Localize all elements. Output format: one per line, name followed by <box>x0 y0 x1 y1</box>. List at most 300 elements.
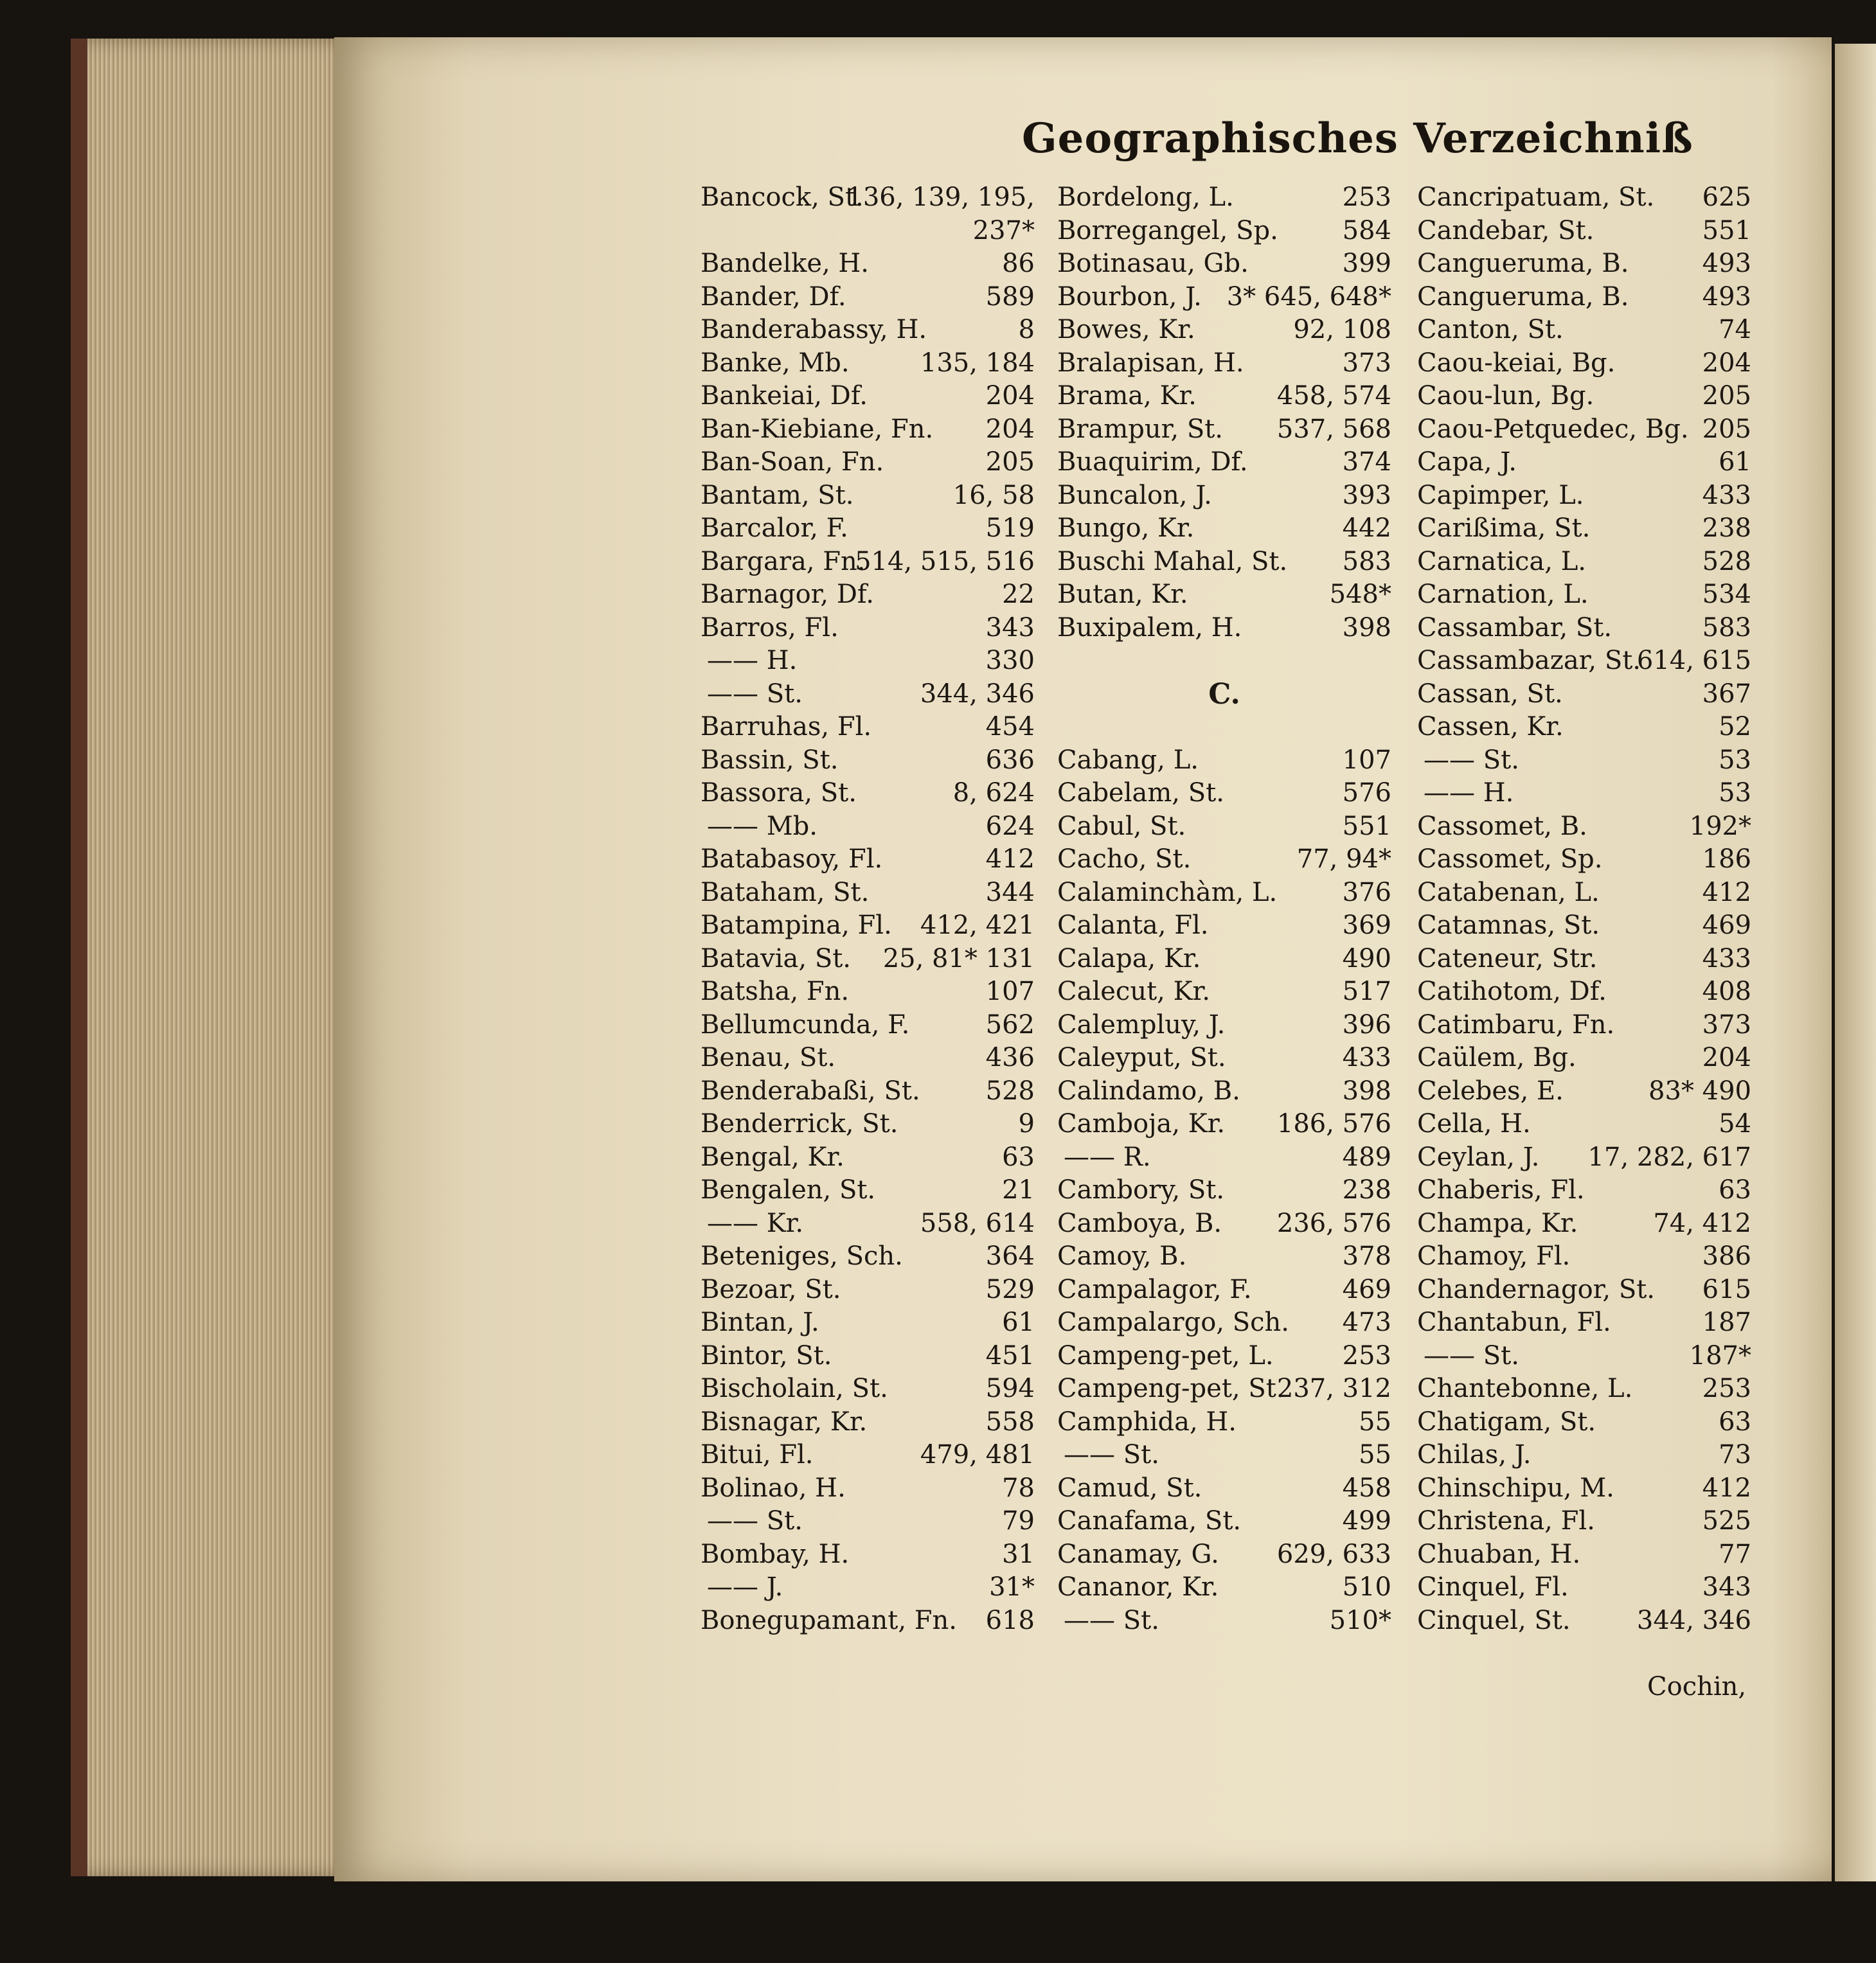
entry-place-name: Caou-lun, Bg. <box>1417 381 1595 411</box>
entry-page-refs: 344, 346 <box>920 679 1035 709</box>
index-entry <box>1417 347 1751 380</box>
entry-place-name: Bassora, St. <box>701 778 857 808</box>
index-entry <box>1417 1274 1751 1307</box>
index-entry <box>1057 413 1391 447</box>
entry-place-name: —— St. <box>1064 1605 1159 1635</box>
index-entry <box>701 1571 1035 1604</box>
entry-place-name: Chuaban, H. <box>1417 1539 1581 1569</box>
entry-place-name: Catimbaru, Fn. <box>1417 1009 1615 1040</box>
catchword: Cochin, <box>1647 1672 1747 1701</box>
index-entry <box>1057 1439 1391 1472</box>
entry-place-name: Buxipalem, H. <box>1057 612 1242 643</box>
index-entry <box>1057 1472 1391 1506</box>
index-entry <box>1057 446 1391 479</box>
entry-place-name: Brama, Kr. <box>1057 381 1197 411</box>
entry-page-refs: 192* <box>1689 811 1751 841</box>
entry-page-refs: 412, 421 <box>920 910 1035 940</box>
entry-place-name: —— St. <box>1424 1340 1519 1371</box>
index-entry <box>1057 1538 1391 1572</box>
index-entry <box>1057 578 1391 612</box>
entry-place-name: Bombay, H. <box>701 1539 850 1569</box>
index-entry <box>1417 943 1751 976</box>
index-entry <box>1417 1340 1751 1373</box>
entry-place-name: Calempluy, J. <box>1057 1009 1226 1040</box>
entry-page-refs: 238 <box>1342 1175 1391 1205</box>
entry-place-name: Chatigam, St. <box>1417 1407 1596 1437</box>
index-entry <box>701 1505 1035 1538</box>
index-entry <box>701 1306 1035 1340</box>
index-column-3 <box>1417 181 1751 1637</box>
index-entry <box>1057 744 1391 777</box>
index-entry <box>701 777 1035 810</box>
entry-place-name: Camoy, B. <box>1057 1241 1187 1271</box>
entry-place-name: Camphida, H. <box>1057 1407 1237 1437</box>
entry-place-name: Cancripatuam, St. <box>1417 182 1655 212</box>
index-entry <box>1417 1042 1751 1075</box>
index-column-1 <box>701 181 1035 1637</box>
entry-place-name: —— St. <box>1064 1440 1159 1470</box>
entry-place-name: Chilas, J. <box>1417 1440 1532 1470</box>
entry-page-refs: 344, 346 <box>1636 1605 1751 1635</box>
entry-page-refs: 187 <box>1702 1308 1751 1337</box>
index-entry <box>1417 578 1751 612</box>
entry-page-refs: 412 <box>1702 1473 1751 1503</box>
entry-page-refs: 61 <box>1002 1308 1035 1337</box>
index-entry <box>1057 1141 1391 1175</box>
entry-page-refs: 205 <box>1702 414 1751 444</box>
entry-place-name: Cella, H. <box>1417 1109 1531 1139</box>
entry-page-refs: 330 <box>985 646 1035 675</box>
index-entry <box>1057 975 1391 1009</box>
entry-place-name: —— St. <box>707 679 803 709</box>
entry-page-refs: 253 <box>1342 182 1391 212</box>
entry-place-name: Bitui, Fl. <box>701 1440 814 1470</box>
entry-page-refs: 514, 515, 516 <box>855 546 1035 576</box>
entry-page-refs: 433 <box>1342 1043 1391 1072</box>
entry-page-refs: 458, 574 <box>1276 381 1391 411</box>
index-entry <box>701 1340 1035 1373</box>
entry-page-refs: 136, 139, 195, <box>846 182 1035 212</box>
entry-place-name: Barcalor, F. <box>701 513 848 543</box>
entry-page-refs: 253 <box>1342 1340 1391 1371</box>
entry-place-name: Campeng-pet, St. <box>1057 1374 1285 1403</box>
entry-place-name: Bolinao, H. <box>701 1473 846 1503</box>
entry-place-name: —— Kr. <box>707 1208 804 1238</box>
index-entry <box>701 1174 1035 1207</box>
index-entry <box>1057 1042 1391 1075</box>
entry-place-name: Buschi Mahal, St. <box>1057 546 1288 576</box>
entry-place-name: Cacho, St. <box>1057 844 1192 874</box>
entry-place-name: Canton, St. <box>1417 315 1564 344</box>
index-entry <box>701 1075 1035 1108</box>
entry-page-refs: 454 <box>985 712 1035 742</box>
entry-place-name: Carißima, St. <box>1417 513 1591 543</box>
section-letter-heading: C. <box>1208 677 1240 711</box>
entry-page-refs: 589 <box>985 281 1035 312</box>
entry-place-name: Cangueruma, B. <box>1417 249 1629 278</box>
index-entry <box>1417 876 1751 910</box>
entry-page-refs: 369 <box>1342 910 1391 940</box>
index-entry <box>1057 1009 1391 1042</box>
index-entry <box>1057 777 1391 810</box>
index-entry <box>701 546 1035 579</box>
entry-place-name: Butan, Kr. <box>1057 580 1188 609</box>
entry-page-refs: 253 <box>1702 1374 1751 1403</box>
index-entry <box>701 876 1035 910</box>
entry-place-name: Cabang, L. <box>1057 745 1199 775</box>
entry-page-refs: 624 <box>985 811 1035 841</box>
index-entry <box>701 1439 1035 1472</box>
index-entry <box>1057 247 1391 281</box>
entry-page-refs: 398 <box>1342 1076 1391 1106</box>
entry-place-name: Capa, J. <box>1417 447 1517 477</box>
index-entry <box>701 512 1035 546</box>
entry-place-name: Chandernagor, St. <box>1417 1274 1656 1304</box>
index-entry <box>701 744 1035 777</box>
entry-place-name: Chaberis, Fl. <box>1417 1175 1585 1205</box>
entry-page-refs: 73 <box>1719 1440 1751 1470</box>
entry-place-name: Barros, Fl. <box>701 612 839 643</box>
entry-page-refs: 548* <box>1329 580 1391 609</box>
entry-page-refs: 594 <box>985 1374 1035 1403</box>
entry-place-name: Caou-Petquedec, Bg. <box>1417 414 1689 444</box>
entry-page-refs: 479, 481 <box>920 1440 1035 1470</box>
entry-place-name: —— R. <box>1064 1142 1151 1172</box>
entry-place-name: Cinquel, St. <box>1417 1605 1571 1635</box>
index-entry <box>1417 810 1751 844</box>
index-entry <box>701 1108 1035 1141</box>
entry-page-refs: 562 <box>985 1009 1035 1040</box>
index-entry <box>1057 512 1391 546</box>
index-entry <box>1417 1075 1751 1108</box>
index-entry <box>1417 479 1751 513</box>
entry-page-refs: 490 <box>1342 943 1391 973</box>
entry-place-name: Catabenan, L. <box>1417 877 1600 907</box>
entry-place-name: Bralapisan, H. <box>1057 348 1244 378</box>
entry-page-refs: 77, 94* <box>1296 844 1391 874</box>
index-entry <box>701 578 1035 612</box>
entry-page-refs: 525 <box>1702 1506 1751 1536</box>
entry-page-refs: 54 <box>1719 1109 1751 1139</box>
entry-place-name: Ban-Soan, Fn. <box>701 447 884 477</box>
entry-place-name: Batampina, Fl. <box>701 910 892 940</box>
entry-place-name: Chamoy, Fl. <box>1417 1241 1571 1271</box>
entry-page-refs: 21 <box>1002 1175 1035 1205</box>
entry-page-refs: 433 <box>1702 943 1751 973</box>
entry-page-refs: 398 <box>1342 612 1391 643</box>
entry-place-name: Banderabassy, H. <box>701 315 927 344</box>
entry-page-refs: 436 <box>985 1043 1035 1072</box>
index-entry <box>701 1240 1035 1274</box>
entry-page-refs: 378 <box>1342 1241 1391 1271</box>
entry-page-refs: 204 <box>1702 348 1751 378</box>
index-entry <box>1057 181 1391 215</box>
entry-page-refs: 63 <box>1719 1175 1751 1205</box>
index-entry <box>1417 1406 1751 1439</box>
index-entry <box>1417 1571 1751 1604</box>
entry-page-refs: 77 <box>1719 1539 1751 1569</box>
entry-place-name: Chantabun, Fl. <box>1417 1308 1611 1337</box>
index-entry <box>1417 546 1751 579</box>
index-entry <box>1417 777 1751 810</box>
entry-page-refs: 55 <box>1359 1440 1391 1470</box>
entry-place-name: Ceylan, J. <box>1417 1142 1540 1172</box>
entry-place-name: Cinquel, Fl. <box>1417 1572 1569 1602</box>
entry-page-refs: 636 <box>985 745 1035 775</box>
entry-place-name: Canafama, St. <box>1057 1506 1242 1536</box>
entry-page-refs: 135, 184 <box>920 348 1035 378</box>
entry-place-name: Bischolain, St. <box>701 1374 888 1403</box>
entry-place-name: Bordelong, L. <box>1057 182 1234 212</box>
entry-page-refs: 618 <box>985 1605 1035 1635</box>
entry-place-name: Bantam, St. <box>701 480 854 510</box>
index-entry <box>701 1406 1035 1439</box>
entry-page-refs: 237, 312 <box>1276 1374 1391 1403</box>
entry-page-refs: 92, 108 <box>1293 315 1391 344</box>
entry-page-refs: 204 <box>985 381 1035 411</box>
entry-place-name: Benau, St. <box>701 1043 836 1072</box>
entry-page-refs: 373 <box>1342 348 1391 378</box>
entry-page-refs: 107 <box>1342 745 1391 775</box>
entry-place-name: Batsha, Fn. <box>701 977 850 1006</box>
index-entry <box>701 678 1035 711</box>
entry-page-refs: 343 <box>985 612 1035 643</box>
entry-place-name: Banke, Mb. <box>701 348 850 378</box>
entry-page-refs: 614, 615 <box>1636 646 1751 675</box>
index-entry <box>1417 512 1751 546</box>
entry-place-name: Camboya, B. <box>1057 1208 1222 1238</box>
index-entry <box>1057 546 1391 579</box>
index-entry <box>1057 943 1391 976</box>
entry-page-refs: 79 <box>1002 1506 1035 1536</box>
index-entry <box>1057 1274 1391 1307</box>
index-entry <box>1057 215 1391 248</box>
entry-page-refs: 393 <box>1342 480 1391 510</box>
entry-place-name: Cassambar, St. <box>1417 612 1612 643</box>
entry-page-refs: 187* <box>1689 1340 1751 1371</box>
index-entry <box>1417 843 1751 876</box>
entry-page-refs: 537, 568 <box>1276 414 1391 444</box>
entry-place-name: Barnagor, Df. <box>701 580 874 609</box>
entry-place-name: Benderabaßi, St. <box>701 1076 920 1106</box>
index-entry <box>1057 1372 1391 1406</box>
index-entry <box>701 909 1035 943</box>
entry-page-refs: 433 <box>1702 480 1751 510</box>
index-entry <box>1417 413 1751 447</box>
entry-page-refs: 344 <box>985 877 1035 907</box>
index-entry <box>1417 1174 1751 1207</box>
index-column-2 <box>1057 181 1391 1637</box>
index-entry <box>1057 1174 1391 1207</box>
entry-page-refs: 529 <box>985 1274 1035 1304</box>
index-entry <box>1417 247 1751 281</box>
index-entry <box>701 1372 1035 1406</box>
entry-page-refs: 236, 576 <box>1276 1208 1391 1238</box>
entry-page-refs: 396 <box>1342 1009 1391 1040</box>
entry-page-refs: 205 <box>985 447 1035 477</box>
entry-place-name: Capimper, L. <box>1417 480 1584 510</box>
entry-place-name: Beteniges, Sch. <box>701 1241 903 1271</box>
entry-place-name: Bancock, St. <box>701 182 864 212</box>
entry-page-refs: 528 <box>985 1076 1035 1106</box>
entry-page-refs: 576 <box>1342 778 1391 808</box>
entry-page-refs: 510 <box>1342 1572 1391 1602</box>
entry-page-refs: 86 <box>1002 249 1035 278</box>
index-entry <box>1417 1604 1751 1638</box>
entry-place-name: Bengalen, St. <box>701 1175 876 1205</box>
entry-place-name: Bander, Df. <box>701 281 846 312</box>
entry-page-refs: 493 <box>1702 249 1751 278</box>
entry-place-name: Campeng-pet, L. <box>1057 1340 1274 1371</box>
entry-page-refs: 343 <box>1702 1572 1751 1602</box>
entry-page-refs: 204 <box>1702 1043 1751 1072</box>
index-entry <box>701 281 1035 314</box>
entry-place-name: Bezoar, St. <box>701 1274 841 1304</box>
index-entry <box>701 413 1035 447</box>
entry-page-refs: 528 <box>1702 546 1751 576</box>
index-entry <box>1417 909 1751 943</box>
entry-page-refs: 473 <box>1342 1308 1391 1337</box>
entry-place-name: Borregangel, Sp. <box>1057 215 1278 245</box>
entry-place-name: Cananor, Kr. <box>1057 1572 1219 1602</box>
index-entry <box>1057 347 1391 380</box>
index-entry <box>1417 744 1751 777</box>
index-entry <box>1057 843 1391 876</box>
index-entry <box>701 975 1035 1009</box>
entry-page-refs: 31 <box>1002 1539 1035 1569</box>
entry-page-refs: 364 <box>985 1241 1035 1271</box>
entry-place-name: Catihotom, Df. <box>1417 977 1607 1006</box>
entry-place-name: Caleyput, St. <box>1057 1043 1226 1072</box>
entry-place-name: Cabelam, St. <box>1057 778 1224 808</box>
entry-page-refs: 52 <box>1719 712 1751 742</box>
entry-place-name: Bargara, Fn. <box>701 546 866 576</box>
entry-page-refs: 63 <box>1002 1142 1035 1172</box>
index-entry <box>1417 1306 1751 1340</box>
entry-place-name: Carnation, L. <box>1417 580 1589 609</box>
entry-place-name: Catamnas, St. <box>1417 910 1600 940</box>
entry-place-name: Calecut, Kr. <box>1057 977 1210 1006</box>
index-entry <box>1417 1141 1751 1175</box>
entry-place-name: Camboja, Kr. <box>1057 1109 1226 1139</box>
index-entry <box>701 1604 1035 1638</box>
index-entry <box>701 247 1035 281</box>
entry-page-refs: 8 <box>1018 315 1035 344</box>
entry-place-name: Cateneur, Str. <box>1417 943 1598 973</box>
entry-place-name: Bintan, J. <box>701 1308 819 1337</box>
entry-place-name: Bandelke, H. <box>701 249 870 278</box>
entry-place-name: Calanta, Fl. <box>1057 910 1209 940</box>
entry-page-refs: 412 <box>985 844 1035 874</box>
entry-page-refs: 9 <box>1018 1109 1035 1139</box>
entry-place-name: Cassambazar, St. <box>1417 646 1641 675</box>
entry-page-refs: 458 <box>1342 1473 1391 1503</box>
entry-page-refs: 74 <box>1719 315 1751 344</box>
entry-page-refs: 17, 282, 617 <box>1587 1142 1751 1172</box>
index-entry <box>1057 1406 1391 1439</box>
entry-place-name: Bonegupamant, Fn. <box>701 1605 958 1635</box>
entry-place-name: Campalargo, Sch. <box>1057 1308 1289 1337</box>
index-entry <box>1057 1207 1391 1241</box>
index-entry <box>1057 1604 1391 1638</box>
index-entry <box>701 1141 1035 1175</box>
index-entry <box>701 1207 1035 1241</box>
entry-place-name: Christena, Fl. <box>1417 1506 1595 1536</box>
entry-page-refs: 53 <box>1719 745 1751 775</box>
entry-place-name: —— St. <box>707 1506 803 1536</box>
entry-place-name: Cambory, St. <box>1057 1175 1225 1205</box>
entry-place-name: Brampur, St. <box>1057 414 1224 444</box>
index-entry <box>701 1538 1035 1572</box>
index-entry <box>1417 1372 1751 1406</box>
index-entry <box>1417 1240 1751 1274</box>
entry-page-refs: 499 <box>1342 1506 1391 1536</box>
entry-place-name: Calaminchàm, L. <box>1057 877 1278 907</box>
entry-page-refs: 373 <box>1702 1009 1751 1040</box>
entry-page-refs: 469 <box>1342 1274 1391 1304</box>
entry-page-refs: 74, 412 <box>1653 1208 1751 1238</box>
index-entry <box>1057 711 1391 744</box>
index-entry <box>1057 380 1391 413</box>
index-entry <box>1057 1306 1391 1340</box>
entry-place-name: Celebes, E. <box>1417 1076 1564 1106</box>
entry-page-refs: 408 <box>1702 977 1751 1006</box>
entry-page-refs: 493 <box>1702 281 1751 312</box>
entry-place-name: Ban-Kiebiane, Fn. <box>701 414 934 444</box>
entry-place-name: Cassan, St. <box>1417 679 1563 709</box>
running-title: Geographisches Verzeichniß <box>1022 114 1693 163</box>
entry-place-name: Champa, Kr. <box>1417 1208 1578 1238</box>
index-entry <box>701 644 1035 678</box>
entry-place-name: Candebar, St. <box>1417 215 1595 245</box>
entry-page-refs: 186, 576 <box>1276 1109 1391 1139</box>
index-entry <box>1417 314 1751 347</box>
entry-place-name: Batavia, St. <box>701 943 852 973</box>
entry-page-refs: 489 <box>1342 1142 1391 1172</box>
index-entry <box>1417 1538 1751 1572</box>
index-entry <box>1417 446 1751 479</box>
entry-place-name: Calapa, Kr. <box>1057 943 1201 973</box>
index-entry <box>1417 678 1751 711</box>
entry-page-refs: 629, 633 <box>1276 1539 1391 1569</box>
index-entry <box>1057 1340 1391 1373</box>
entry-place-name: Bisnagar, Kr. <box>701 1407 868 1437</box>
entry-place-name: Carnatica, L. <box>1417 546 1587 576</box>
entry-place-name: Benderrick, St. <box>701 1109 898 1139</box>
index-entry <box>1417 1472 1751 1506</box>
entry-page-refs: 186 <box>1702 844 1751 874</box>
entry-place-name: Caou-keiai, Bg. <box>1417 348 1616 378</box>
entry-page-refs: 583 <box>1342 546 1391 576</box>
entry-page-refs: 31* <box>989 1572 1035 1602</box>
entry-place-name: Caülem, Bg. <box>1417 1043 1577 1072</box>
entry-place-name: Bankeiai, Df. <box>701 381 868 411</box>
entry-place-name: Campalagor, F. <box>1057 1274 1252 1304</box>
entry-page-refs: 451 <box>985 1340 1035 1371</box>
entry-place-name: Bourbon, J. <box>1057 281 1202 312</box>
entry-page-refs: 534 <box>1702 580 1751 609</box>
entry-page-refs: 55 <box>1359 1407 1391 1437</box>
index-entry <box>701 181 1035 215</box>
index-entry <box>1417 181 1751 215</box>
index-entry <box>1057 909 1391 943</box>
entry-page-refs: 8, 624 <box>952 778 1035 808</box>
index-entry <box>701 314 1035 347</box>
index-entry <box>701 380 1035 413</box>
entry-page-refs: 376 <box>1342 877 1391 907</box>
index-entry <box>701 1042 1035 1075</box>
entry-page-refs: 625 <box>1702 182 1751 212</box>
